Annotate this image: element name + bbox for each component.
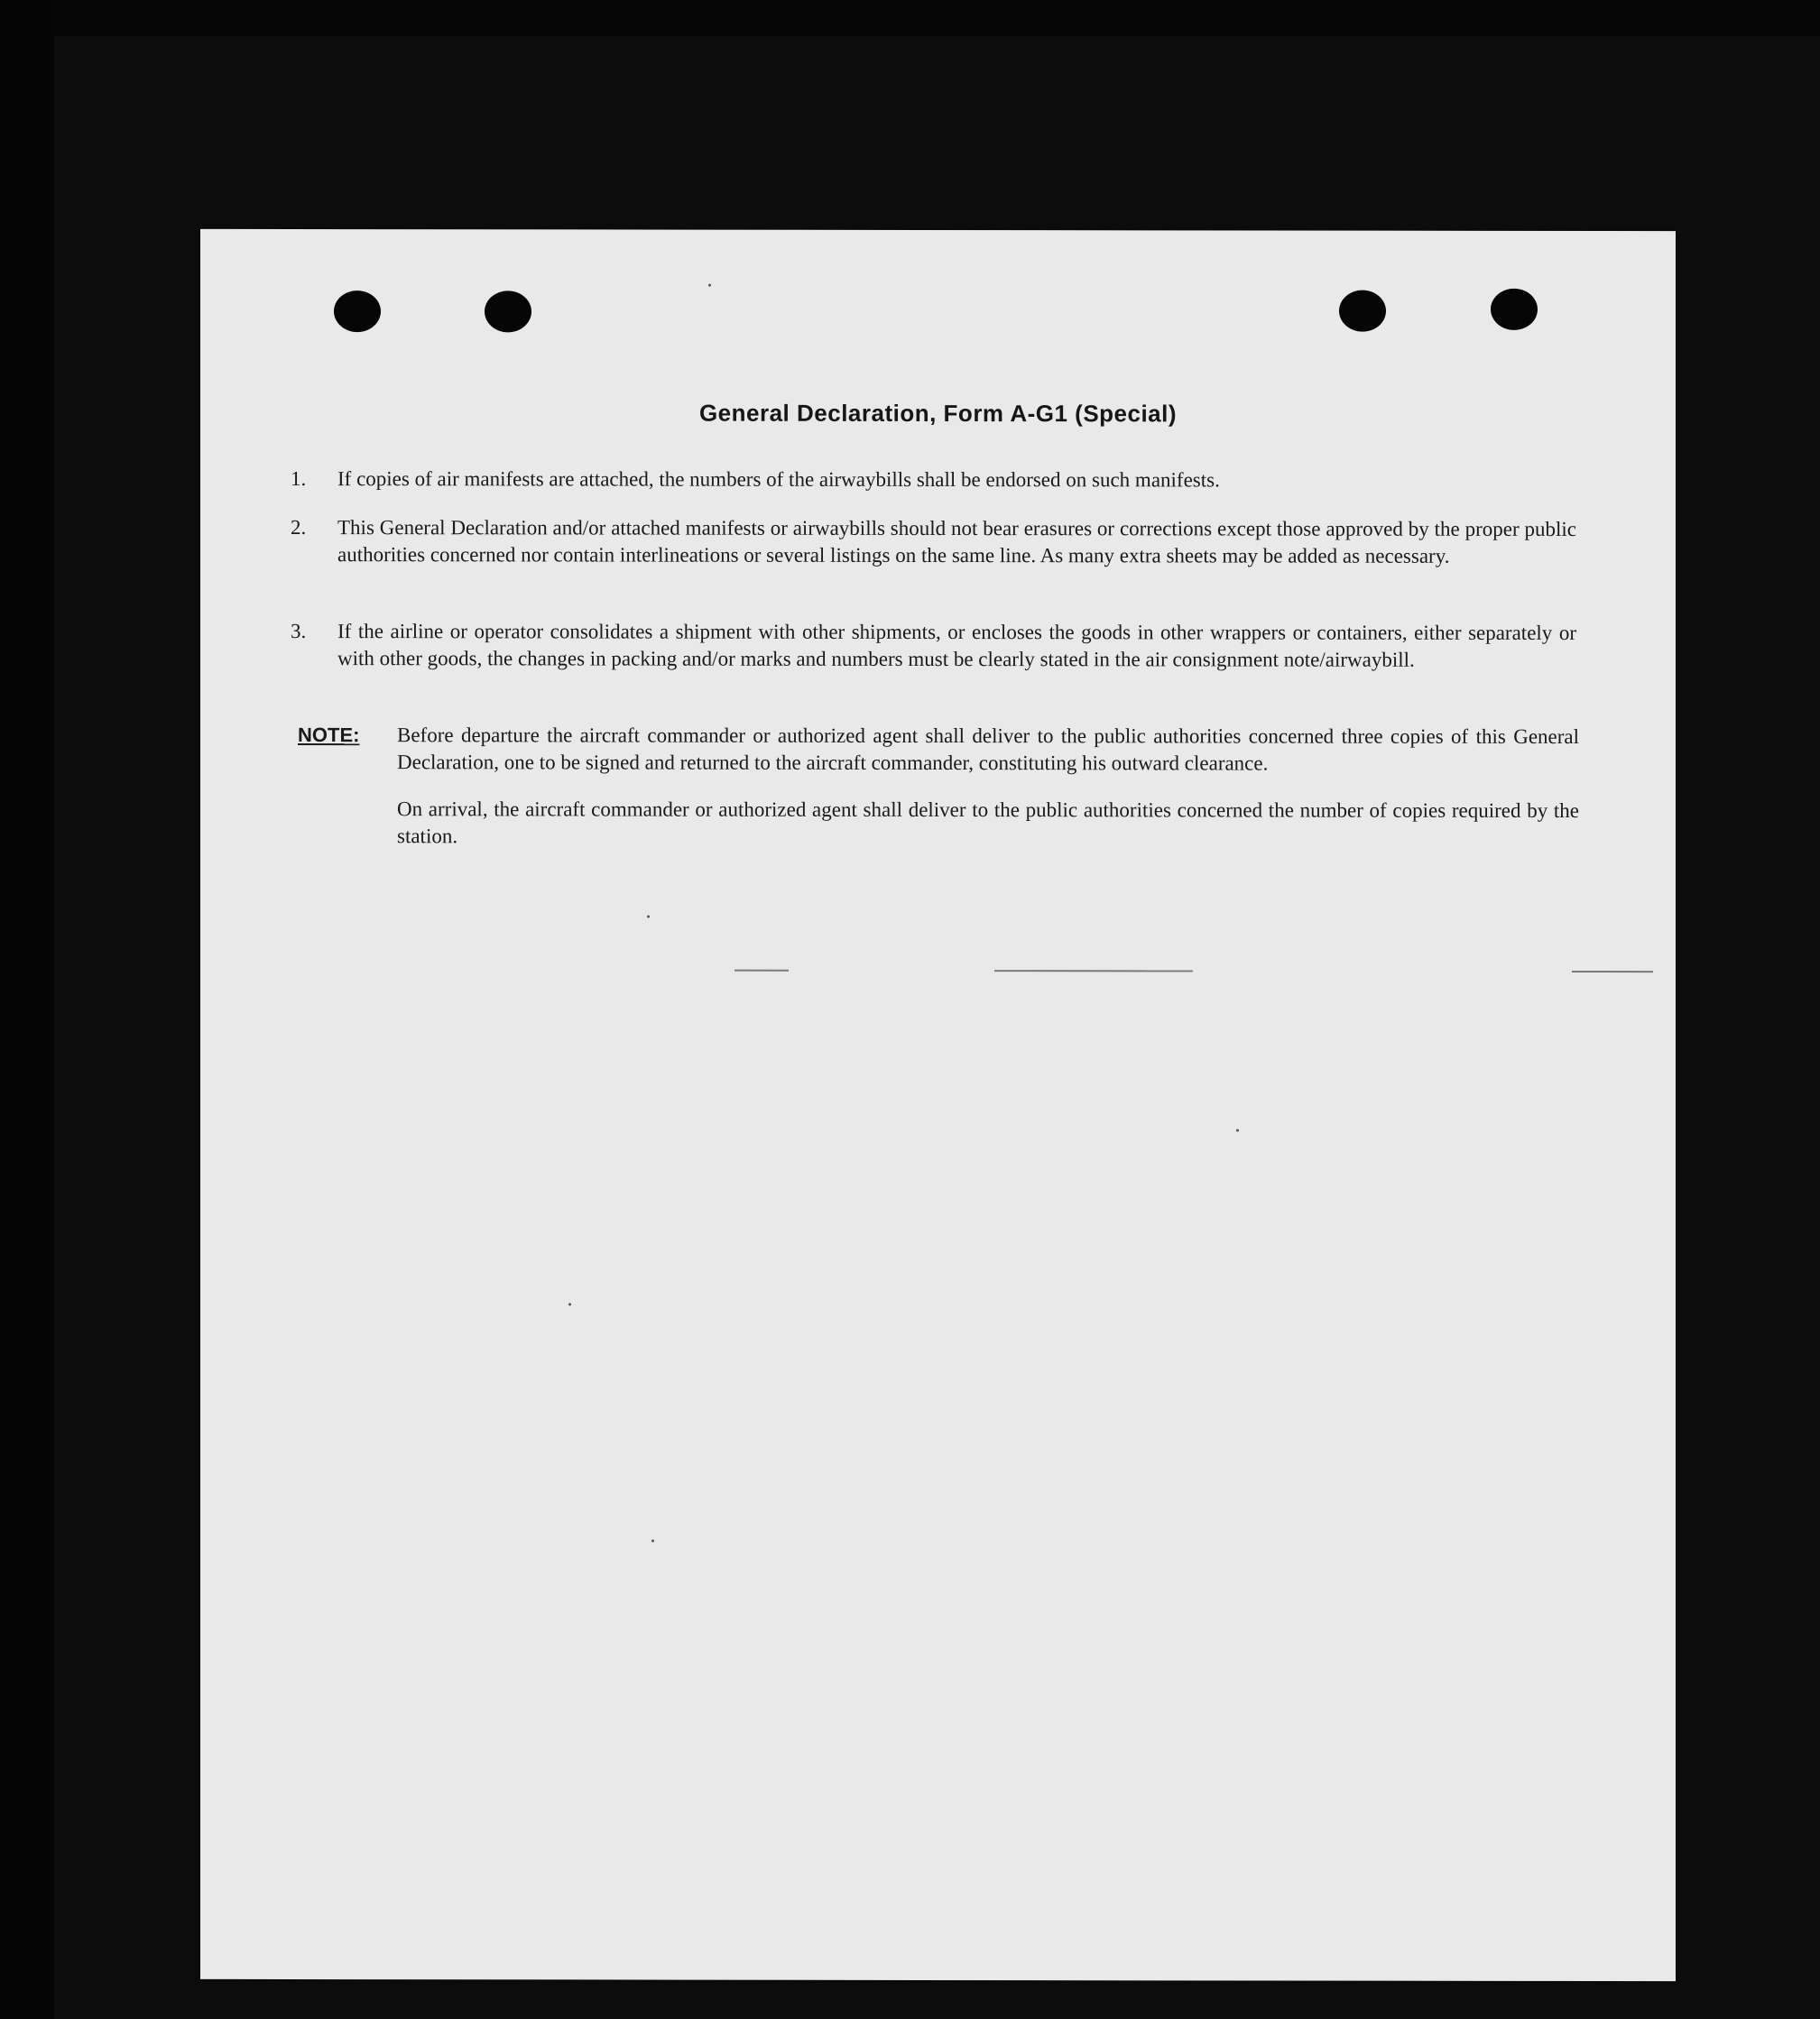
note-text bbox=[397, 722, 1579, 852]
note-paragraph: Before departure the aircraft commander or authorized agent shall deliver to the public authorities concerned three copies of this General Declaration, one to be signed and returned to the aircraft commander, constituting his outward clearance. bbox=[397, 724, 1579, 775]
scan-border-top bbox=[0, 0, 1820, 36]
fold-crease bbox=[994, 970, 1193, 972]
page-title: General Declaration, Form A-G1 (Special) bbox=[698, 399, 1178, 428]
dust-speck bbox=[568, 1303, 571, 1305]
punch-hole bbox=[1491, 289, 1538, 330]
document-page bbox=[200, 229, 1676, 1981]
fold-crease bbox=[734, 970, 789, 972]
list-item bbox=[291, 618, 1576, 674]
item-text: If copies of air manifests are attached, the numbers of the airwaybills shall be endorsed on such manifests. bbox=[337, 467, 1220, 492]
dust-speck bbox=[1236, 1129, 1239, 1131]
item-number: 3. bbox=[291, 619, 307, 643]
item-text: This General Declaration and/or attached manifests or airwaybills should not bear erasures or corrections except those approved by the proper public authorities concerned nor contain interlineations or several listings on the same line. As many extra sheets may be added as necessary. bbox=[337, 516, 1576, 567]
item-text: If the airline or operator consolidates a shipment with other shipments, or encloses the goods in other wrappers or containers, either separately or with other goods, the changes in packing and/or marks and numbers must be clearly stated in the air consignment note/airwaybill. bbox=[337, 620, 1576, 671]
dust-speck bbox=[651, 1540, 654, 1543]
note-section bbox=[298, 722, 1579, 871]
note-paragraph: On arrival, the aircraft commander or authorized agent shall deliver to the public authorities concerned the number of copies required by the station. bbox=[397, 797, 1579, 848]
punch-hole bbox=[1339, 290, 1386, 332]
scan-border-left bbox=[0, 0, 54, 2019]
list-item bbox=[291, 466, 1576, 494]
fold-crease bbox=[1572, 971, 1653, 973]
punch-hole bbox=[334, 290, 381, 332]
punch-hole bbox=[485, 290, 531, 332]
dust-speck bbox=[708, 284, 711, 287]
note-label: NOTE: bbox=[298, 724, 360, 747]
item-number: 1. bbox=[291, 466, 307, 491]
item-number: 2. bbox=[291, 515, 307, 539]
list-item bbox=[291, 514, 1576, 570]
dust-speck bbox=[647, 916, 650, 918]
